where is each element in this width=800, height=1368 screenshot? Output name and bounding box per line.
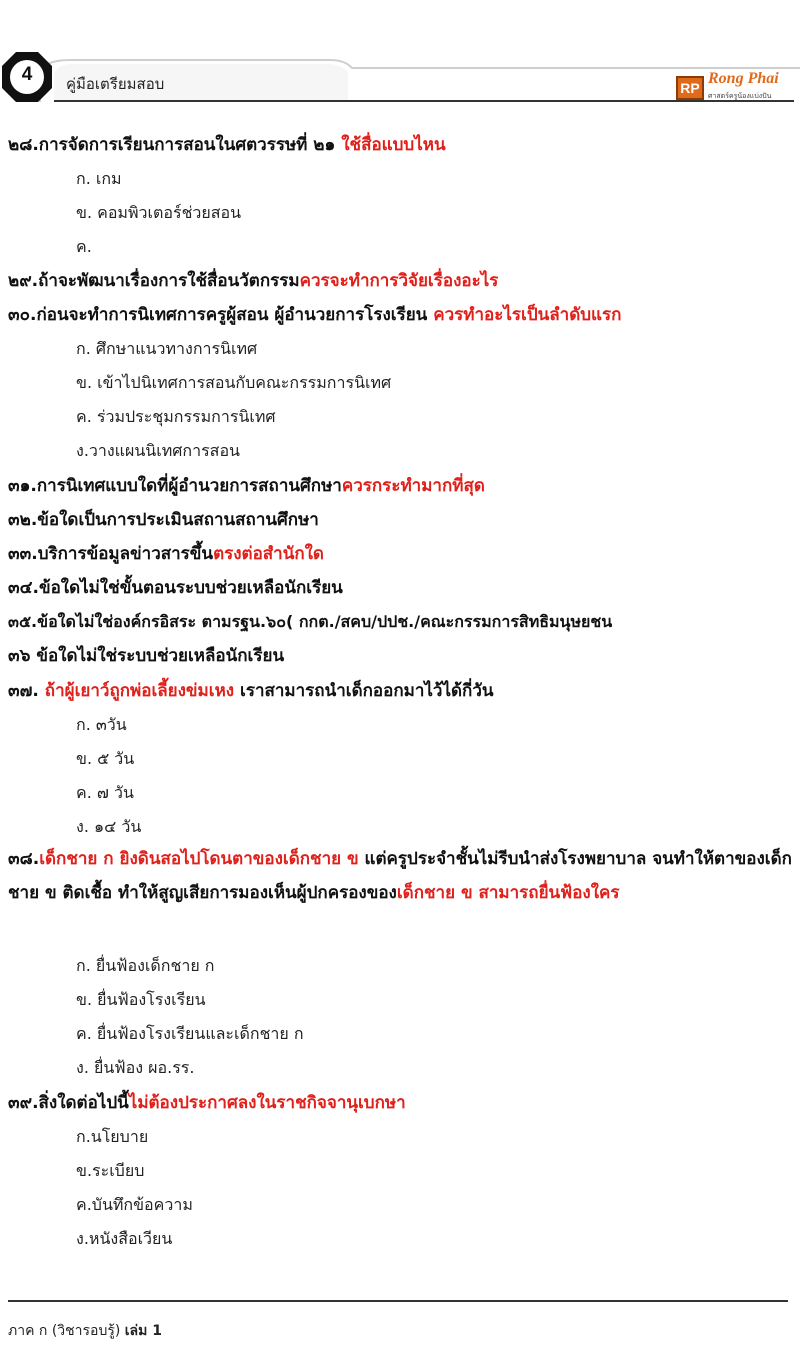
option: ค. ร่วมประชุมกรรมการนิเทศ <box>76 407 276 426</box>
logo-mark: RP <box>676 76 704 100</box>
option: ง. ยื่นฟ้อง ผอ.รร. <box>76 1058 195 1077</box>
option: ค.บันทึกข้อความ <box>76 1195 193 1214</box>
page-header <box>0 0 800 110</box>
question-31 <box>8 475 485 497</box>
footer-part: ภาค ก (วิชารอบรู้) <box>8 1323 125 1339</box>
option: ง. ๑๔ วัน <box>76 817 142 836</box>
option: ก. ศึกษาแนวทางการนิเทศ <box>76 339 258 358</box>
question-text: ๓๐.ก่อนจะทำการนิเทศการครูผู้สอน ผู้อำนวยการโรงเรียน <box>8 305 434 325</box>
question-text: ๓๓.บริการข้อมูลข่าวสารขึ้น <box>8 544 214 564</box>
page-footer <box>8 1320 162 1342</box>
question-39 <box>8 1092 406 1114</box>
question-text: ๓๑.การนิเทศแบบใดที่ผู้อำนวยการสถานศึกษา <box>8 476 342 496</box>
question-34 <box>8 577 343 599</box>
option: ง.วางแผนนิเทศการสอน <box>76 441 240 460</box>
option: ง.หนังสือเวียน <box>76 1229 173 1248</box>
question-highlight: ตรงต่อสำนักใด <box>213 544 324 564</box>
question-text: ๓๒.ข้อใดเป็นการประเมินสถานสถานศึกษา <box>8 510 319 530</box>
question-text: ๓๗. <box>8 681 45 701</box>
question-text: ๓๔.ข้อใดไม่ใช่ขั้นตอนระบบช่วยเหลือนักเรียน <box>8 578 343 598</box>
question-text: ๓๖ ข้อใดไม่ใช่ระบบช่วยเหลือนักเรียน <box>8 646 285 666</box>
option: ข. คอมพิวเตอร์ช่วยสอน <box>76 203 242 222</box>
option: ข.ระเบียบ <box>76 1161 145 1180</box>
question-text: แต่ครูประจำชั้นไม่รีบนำส่งโรงพยาบาล จนทำให้ตาของเด็กชาย ข ติดเชื้อ ทำให้สูญเสียการมองเห็นผู้ปกครองของ <box>8 849 792 903</box>
question-highlight: ควรกระทำมากที่สุด <box>341 476 485 496</box>
question-33 <box>8 543 324 565</box>
question-text: ๓๙.สิ่งใดต่อไปนี้ <box>8 1093 129 1113</box>
option: ข. เข้าไปนิเทศการสอนกับคณะกรรมการนิเทศ <box>76 373 392 392</box>
brand-logo <box>676 70 792 104</box>
question-highlight: ควรทำอะไรเป็นลำดับแรก <box>433 305 622 325</box>
question-text: ๒๙.ถ้าจะพัฒนาเรื่องการใช้สื่อนวัตกรรม <box>8 271 300 291</box>
question-text: ๓๘. <box>8 849 40 869</box>
question-text: ๓๕.ข้อใดไม่ใช่องค์กรอิสระ ตามรฐน.๖๐( กกต./สคบ/ปปช./คณะกรรมการสิทธิมนุษยชน <box>8 612 613 631</box>
question-35 <box>8 611 612 633</box>
question-text: เราสามารถนำเด็กออกมาไว้ได้กี่วัน <box>234 681 494 701</box>
logo-tagline: ศาสตร์ครูน้องแบ่งปัน <box>708 92 772 100</box>
option: ก.นโยบาย <box>76 1127 149 1146</box>
footer-divider <box>8 1300 788 1302</box>
header-divider <box>54 100 794 102</box>
option: ก. ยื่นฟ้องเด็กชาย ก <box>76 956 215 975</box>
question-text: ๒๘.การจัดการเรียนการสอนในศตวรรษที่ ๒๑ <box>8 135 342 155</box>
question-highlight: ควรจะทำการวิจัยเรื่องอะไร <box>299 271 499 291</box>
option: ค. ๗ วัน <box>76 783 134 802</box>
option: ค. <box>76 237 92 256</box>
question-37 <box>8 680 494 702</box>
book-title: คู่มือเตรียมสอบ <box>66 75 165 93</box>
question-36 <box>8 645 284 667</box>
question-highlight: เด็กชาย ข สามารถยื่นฟ้องใคร <box>396 883 620 903</box>
question-32 <box>8 509 319 531</box>
question-highlight: ถ้าผู้เยาว์ถูกพ่อเลี้ยงข่มเหง <box>44 681 235 701</box>
question-38 <box>8 842 793 910</box>
option: ข. ๕ วัน <box>76 749 135 768</box>
option: ข. ยื่นฟ้องโรงเรียน <box>76 990 206 1009</box>
option: ก. ๓วัน <box>76 715 127 734</box>
question-highlight: ใช้สื่อแบบไหน <box>341 135 446 155</box>
logo-text: Rong Phai <box>708 70 779 87</box>
question-highlight: เด็กชาย ก ยิงดินสอไปโดนตาของเด็กชาย ข <box>39 849 359 869</box>
option: ก. เกม <box>76 169 122 188</box>
question-28 <box>8 134 446 156</box>
page-number: 4 <box>21 64 33 85</box>
option: ค. ยื่นฟ้องโรงเรียนและเด็กชาย ก <box>76 1024 304 1043</box>
question-30 <box>8 304 621 326</box>
question-highlight: ไม่ต้องประกาศลงในราชกิจจานุเบกษา <box>128 1093 406 1113</box>
question-29 <box>8 270 498 292</box>
footer-volume: เล่ม 1 <box>124 1323 162 1339</box>
